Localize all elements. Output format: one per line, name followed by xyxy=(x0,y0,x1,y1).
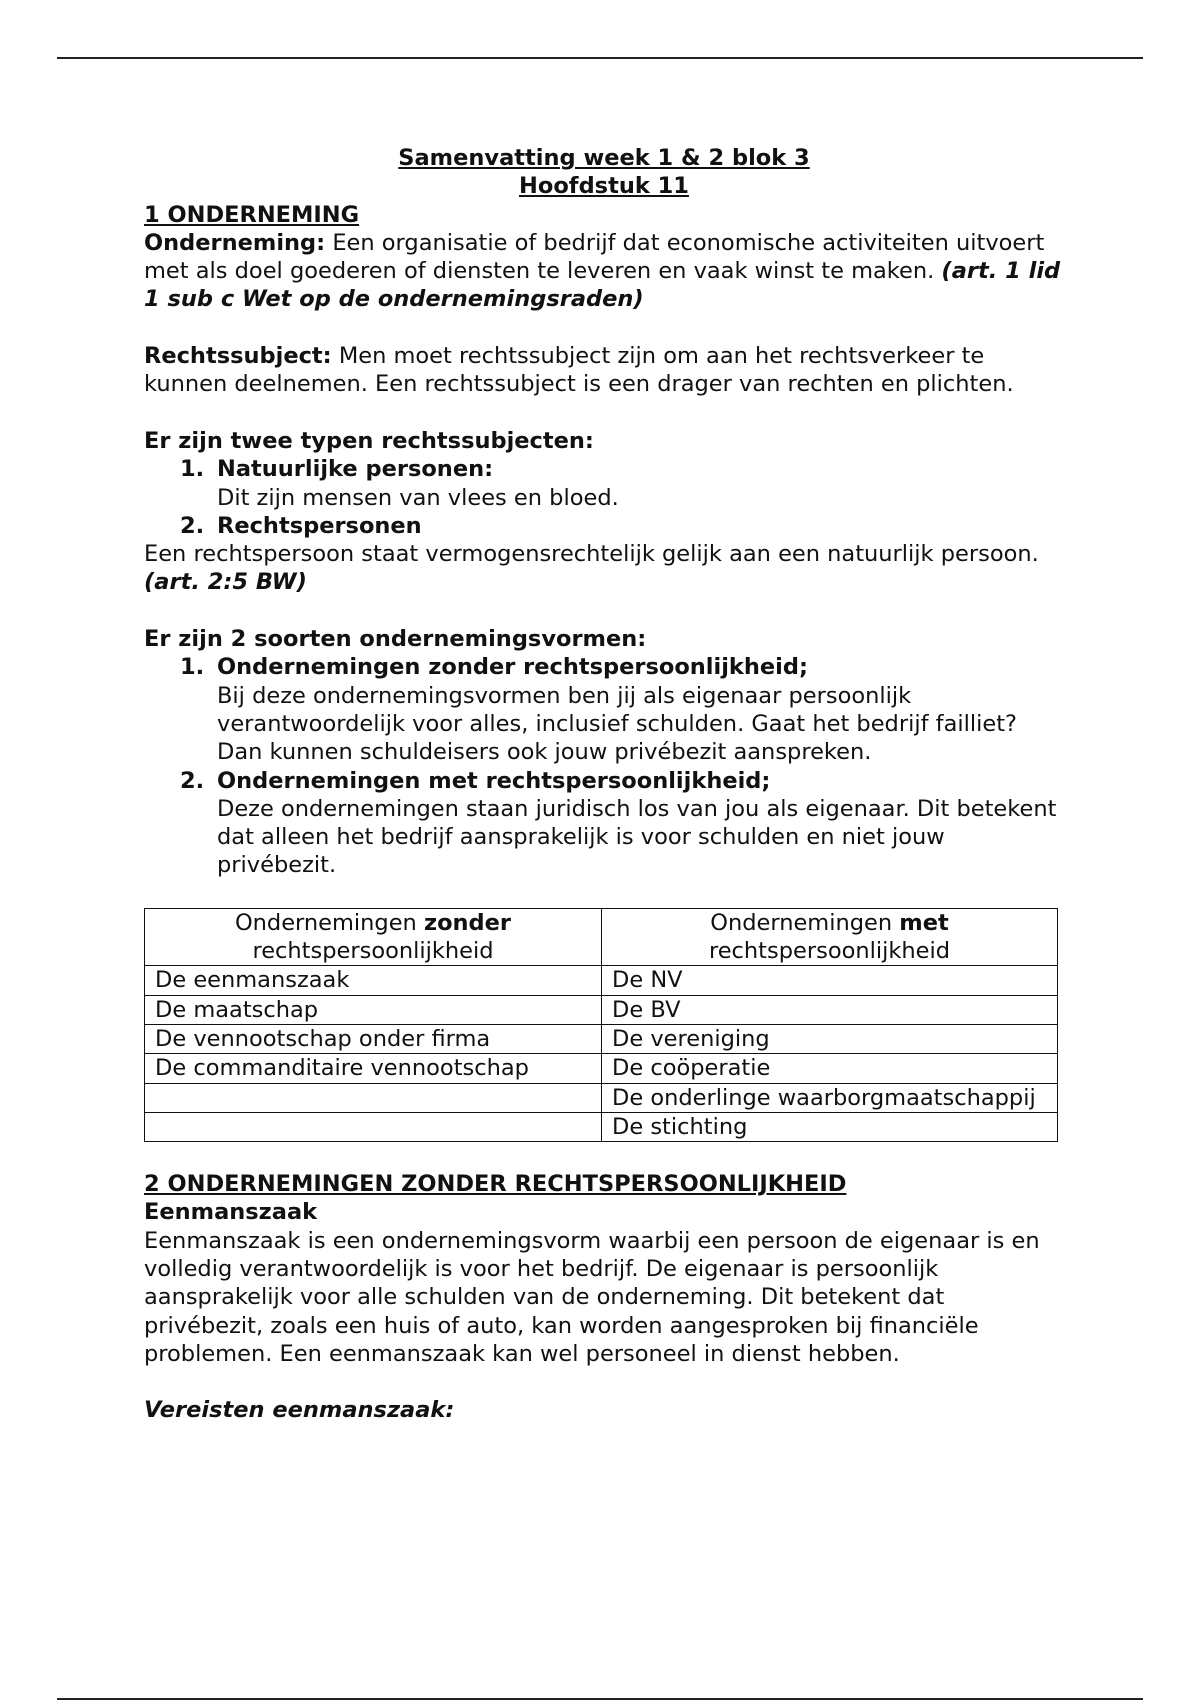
list-item-text: Bij deze ondernemingsvormen ben jij als eigenaar persoonlijk verantwoordelijk voor alles, inclusief schulden. Gaat het bedrijf failliet? Dan kunnen schuldeisers ook jouw privébezit aanspreken. xyxy=(217,682,1017,766)
list-item-title: Rechtspersonen xyxy=(217,512,422,539)
table-row xyxy=(145,966,1058,995)
table-row xyxy=(145,995,1058,1024)
table-cell: De maatschap xyxy=(145,995,602,1024)
list-number: 1. xyxy=(180,654,205,681)
ondernemingsvormen-table xyxy=(144,908,1058,1142)
rechtspersoon-reference: (art. 2:5 BW) xyxy=(144,569,307,596)
rechtspersoon-paragraph xyxy=(144,540,1064,597)
header-text: rechtspersoonlijkheid xyxy=(252,938,494,965)
list-number: 2. xyxy=(180,512,205,539)
table-row xyxy=(145,1024,1058,1053)
header-text: rechtspersoonlijkheid xyxy=(708,938,951,965)
table-cell: De vennootschap onder firma xyxy=(145,1024,602,1053)
list-item xyxy=(144,653,1064,766)
table-cell: De stichting xyxy=(602,1112,1058,1141)
chapter-title: Hoofdstuk 11 xyxy=(519,173,689,200)
onderneming-definition xyxy=(144,229,1064,314)
document-title: Samenvatting week 1 & 2 blok 3 xyxy=(398,145,810,171)
list-number: 1. xyxy=(180,456,205,483)
table-cell: De NV xyxy=(602,966,1058,995)
list-item-title: Natuurlijke personen: xyxy=(217,456,494,483)
header-emphasis: met xyxy=(899,909,949,936)
vormen-heading: Er zijn 2 soorten ondernemingsvormen: xyxy=(144,626,647,653)
document-body xyxy=(144,144,1064,1425)
list-item xyxy=(144,512,1064,540)
table-cell xyxy=(145,1112,602,1141)
table-row xyxy=(145,1112,1058,1141)
table-row xyxy=(145,1083,1058,1112)
list-item-title: Ondernemingen met rechtspersoonlijkheid; xyxy=(217,767,771,794)
rechtspersoon-text: Een rechtspersoon staat vermogensrechtelijk gelijk aan een natuurlijk persoon. xyxy=(144,541,1039,568)
types-heading: Er zijn twee typen rechtssubjecten: xyxy=(144,427,594,454)
table-cell: De commanditaire vennootschap xyxy=(145,1054,602,1083)
header-text: Ondernemingen xyxy=(710,909,900,936)
table-header-row xyxy=(145,908,1058,966)
header-emphasis: zonder xyxy=(423,909,512,936)
table-cell: De eenmanszaak xyxy=(145,966,602,995)
section-2-heading: 2 ONDERNEMINGEN ZONDER RECHTSPERSOONLIJKHEID xyxy=(144,1171,847,1198)
eenmanszaak-subheading: Eenmanszaak xyxy=(144,1199,318,1226)
table-cell: De coöperatie xyxy=(602,1054,1058,1083)
rechtssubject-text: Men moet rechtssubject zijn om aan het rechtsverkeer te kunnen deelnemen. Een rechtssubject is een drager van rechten en plichten. xyxy=(144,343,1014,398)
table-cell xyxy=(145,1083,602,1112)
table-cell: De BV xyxy=(602,995,1058,1024)
table-cell: De onderlinge waarborgmaatschappij xyxy=(602,1083,1058,1112)
list-number: 2. xyxy=(180,767,205,794)
table-row xyxy=(145,1054,1058,1083)
vereisten-heading: Vereisten eenmanszaak: xyxy=(144,1397,455,1424)
list-item-text: Deze ondernemingen staan juridisch los van jou als eigenaar. Dit betekent dat alleen het bedrijf aansprakelijk is voor schulden en niet jouw privébezit. xyxy=(217,795,1057,879)
onderneming-reference: (art. 1 lid 1 sub c Wet op de ondernemingsraden) xyxy=(144,258,1061,313)
list-item xyxy=(144,455,1064,512)
header-text: Ondernemingen xyxy=(234,909,424,936)
rechtssubject-definition xyxy=(144,342,1064,399)
rechtssubject-term: Rechtssubject: xyxy=(144,343,332,370)
section-1-heading: 1 ONDERNEMING xyxy=(144,201,360,228)
table-cell: De vereniging xyxy=(602,1024,1058,1053)
top-rule xyxy=(57,57,1143,59)
table-header-met xyxy=(602,908,1058,966)
onderneming-text: Een organisatie of bedrijf dat economische activiteiten uitvoert met als doel goederen of diensten te leveren en vaak winst te maken. xyxy=(144,229,1045,285)
list-item-title: Ondernemingen zonder rechtspersoonlijkheid; xyxy=(217,654,808,681)
eenmanszaak-text: Eenmanszaak is een ondernemingsvorm waarbij een persoon de eigenaar is en volledig verantwoordelijk is voor het bedrijf. De eigenaar is persoonlijk aansprakelijk voor alle schulden van de onderneming. Dit betekent dat privébezit, zoals een huis of auto, kan worden aangesproken bij financiële problemen. Een eenmanszaak kan wel personeel in dienst hebben. xyxy=(144,1227,1040,1367)
list-item-text: Dit zijn mensen van vlees en bloed. xyxy=(217,484,619,511)
onderneming-term: Onderneming: xyxy=(144,229,326,256)
table-header-zonder xyxy=(145,908,602,966)
list-item xyxy=(144,767,1064,880)
